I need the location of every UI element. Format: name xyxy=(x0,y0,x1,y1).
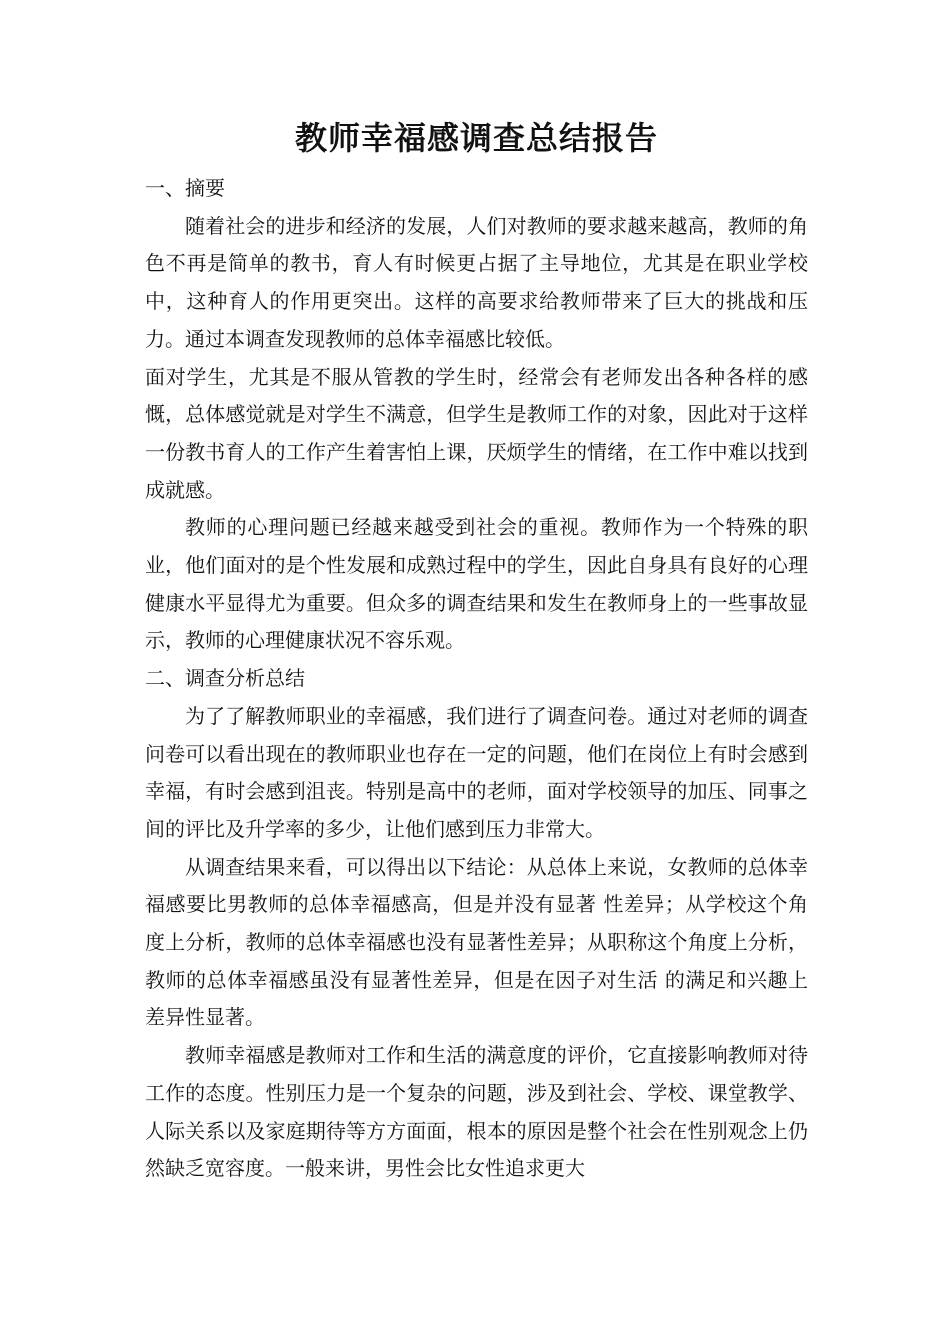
paragraph: 从调查结果来看，可以得出以下结论：从总体上来说，女教师的总体幸福感要比男教师的总体幸福感高，但是并没有显著 性差异；从学校这个角度上分析，教师的总体幸福感也没有显著性差异；从职称这个角度上分析，教师的总体幸福感虽没有显著性差异，但是在因子对生活 的满足和兴趣上差异性显著。 xyxy=(145,854,808,1030)
section-heading-analysis: 二、调查分析总结 xyxy=(145,666,305,691)
document-title: 教师幸福感调查总结报告 xyxy=(294,119,658,157)
paragraph: 教师幸福感是教师对工作和生活的满意度的评价，它直接影响教师对待工作的态度。性别压力是一个复杂的问题，涉及到社会、学校、课堂教学、人际关系以及家庭期待等方方面面，根本的原因是整个社会在性别观念上仍然缺乏宽容度。一般来讲，男性会比女性追求更大 xyxy=(145,1043,808,1181)
section-analysis-summary xyxy=(145,660,808,1188)
paragraph: 随着社会的进步和经济的发展，人们对教师的要求越来越高，教师的角色不再是简单的教书，育人有时候更占据了主导地位，尤其是在职业学校中，这种育人的作用更突出。这样的高要求给教师带来了巨大的挑战和压力。通过本调查发现教师的总体幸福感比较低。 xyxy=(145,213,808,351)
section-abstract xyxy=(145,170,808,660)
section-heading-abstract: 一、摘要 xyxy=(145,176,225,200)
document-page xyxy=(145,118,808,1188)
paragraph: 面对学生，尤其是不服从管教的学生时，经常会有老师发出各种各样的感慨，总体感觉就是对学生不满意，但学生是教师工作的对象，因此对于这样一份教书育人的工作产生着害怕上课，厌烦学生的情绪，在工作中难以找到成就感。 xyxy=(145,364,808,502)
paragraph: 教师的心理问题已经越来越受到社会的重视。教师作为一个特殊的职业，他们面对的是个性发展和成熟过程中的学生，因此自身具有良好的心理健康水平显得尤为重要。但众多的调查结果和发生在教师身上的一些事故显示，教师的心理健康状况不容乐观。 xyxy=(145,515,808,653)
paragraph: 为了了解教师职业的幸福感，我们进行了调查问卷。通过对老师的调查问卷可以看出现在的教师职业也存在一定的问题，他们在岗位上有时会感到幸福，有时会感到沮丧。特别是高中的老师，面对学校领导的加压、同事之间的评比及升学率的多少，让他们感到压力非常大。 xyxy=(145,703,808,841)
